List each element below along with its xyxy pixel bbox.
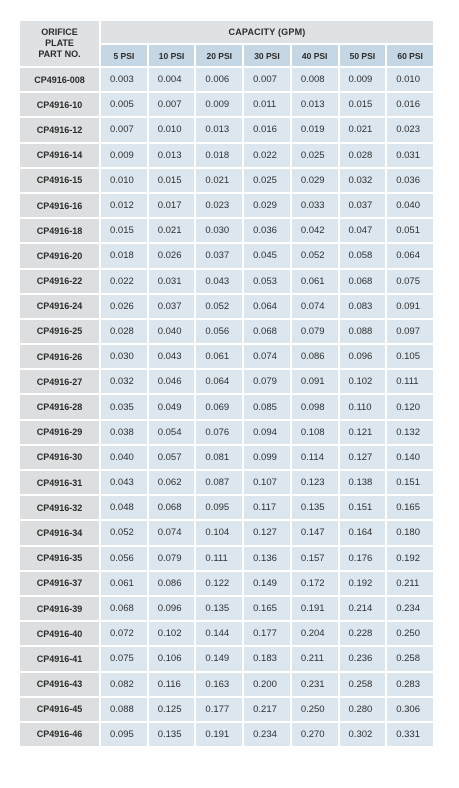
capacity-value-cell: 0.030 [196,219,242,242]
capacity-value-cell: 0.003 [101,68,147,91]
part-number-cell: CP4916-45 [20,698,99,721]
part-number-cell: CP4916-46 [20,723,99,746]
capacity-value-cell: 0.099 [244,446,290,469]
capacity-value-cell: 0.018 [196,144,242,167]
capacity-value-cell: 0.031 [387,144,433,167]
capacity-value-cell: 0.045 [244,244,290,267]
capacity-value-cell: 0.096 [340,345,386,368]
capacity-value-cell: 0.032 [101,370,147,393]
part-number-cell: CP4916-26 [20,345,99,368]
capacity-value-cell: 0.231 [292,673,338,696]
capacity-value-cell: 0.280 [340,698,386,721]
capacity-value-cell: 0.091 [387,295,433,318]
capacity-value-cell: 0.023 [387,118,433,141]
capacity-value-cell: 0.018 [101,244,147,267]
capacity-value-cell: 0.036 [387,169,433,192]
capacity-value-cell: 0.191 [196,723,242,746]
capacity-value-cell: 0.042 [292,219,338,242]
capacity-value-cell: 0.135 [196,597,242,620]
capacity-value-cell: 0.302 [340,723,386,746]
table-row [20,93,433,116]
capacity-value-cell: 0.132 [387,421,433,444]
capacity-value-cell: 0.033 [292,194,338,217]
capacity-value-cell: 0.029 [292,169,338,192]
capacity-value-cell: 0.127 [244,521,290,544]
capacity-value-cell: 0.138 [340,471,386,494]
capacity-value-cell: 0.200 [244,673,290,696]
capacity-value-cell: 0.013 [292,93,338,116]
capacity-value-cell: 0.122 [196,572,242,595]
part-number-cell: CP4916-35 [20,547,99,570]
capacity-value-cell: 0.017 [149,194,195,217]
capacity-value-cell: 0.015 [340,93,386,116]
part-number-cell: CP4916-24 [20,295,99,318]
table-row [20,647,433,670]
capacity-value-cell: 0.010 [387,68,433,91]
part-number-cell: CP4916-18 [20,219,99,242]
capacity-value-cell: 0.062 [149,471,195,494]
capacity-value-cell: 0.177 [244,622,290,645]
part-number-cell: CP4916-40 [20,622,99,645]
table-row [20,673,433,696]
table-row [20,68,433,91]
capacity-value-cell: 0.086 [292,345,338,368]
part-number-cell: CP4916-10 [20,93,99,116]
capacity-value-cell: 0.111 [196,547,242,570]
table-row [20,244,433,267]
part-number-cell: CP4916-34 [20,521,99,544]
capacity-value-cell: 0.228 [340,622,386,645]
capacity-value-cell: 0.088 [340,320,386,343]
table-row [20,144,433,167]
capacity-value-cell: 0.007 [149,93,195,116]
capacity-value-cell: 0.012 [101,194,147,217]
capacity-value-cell: 0.258 [387,647,433,670]
capacity-value-cell: 0.040 [149,320,195,343]
capacity-value-cell: 0.087 [196,471,242,494]
capacity-value-cell: 0.120 [387,395,433,418]
table-row [20,547,433,570]
part-number-header [20,21,99,66]
part-number-cell: CP4916-008 [20,68,99,91]
psi-column-header: 10 PSI [149,45,195,66]
capacity-value-cell: 0.204 [292,622,338,645]
capacity-value-cell: 0.021 [196,169,242,192]
table-header-row [20,21,433,43]
capacity-value-cell: 0.165 [387,496,433,519]
table-row [20,320,433,343]
part-number-cell: CP4916-27 [20,370,99,393]
capacity-value-cell: 0.074 [292,295,338,318]
capacity-value-cell: 0.177 [196,698,242,721]
psi-column-header: 20 PSI [196,45,242,66]
capacity-value-cell: 0.064 [196,370,242,393]
capacity-value-cell: 0.096 [149,597,195,620]
table-row [20,219,433,242]
capacity-value-cell: 0.075 [387,270,433,293]
psi-column-header: 30 PSI [244,45,290,66]
capacity-value-cell: 0.110 [340,395,386,418]
orifice-capacity-table [18,19,435,748]
capacity-value-cell: 0.074 [149,521,195,544]
capacity-value-cell: 0.009 [196,93,242,116]
part-number-cell: CP4916-41 [20,647,99,670]
capacity-value-cell: 0.038 [101,421,147,444]
capacity-value-cell: 0.054 [149,421,195,444]
capacity-value-cell: 0.149 [244,572,290,595]
capacity-value-cell: 0.068 [244,320,290,343]
capacity-value-cell: 0.147 [292,521,338,544]
capacity-value-cell: 0.005 [101,93,147,116]
part-number-cell: CP4916-25 [20,320,99,343]
part-number-cell: CP4916-31 [20,471,99,494]
capacity-value-cell: 0.072 [101,622,147,645]
capacity-value-cell: 0.028 [101,320,147,343]
capacity-value-cell: 0.172 [292,572,338,595]
capacity-value-cell: 0.136 [244,547,290,570]
capacity-value-cell: 0.098 [292,395,338,418]
capacity-value-cell: 0.183 [244,647,290,670]
capacity-value-cell: 0.079 [244,370,290,393]
capacity-value-cell: 0.026 [101,295,147,318]
capacity-value-cell: 0.079 [292,320,338,343]
capacity-value-cell: 0.306 [387,698,433,721]
capacity-value-cell: 0.258 [340,673,386,696]
capacity-value-cell: 0.217 [244,698,290,721]
capacity-value-cell: 0.236 [340,647,386,670]
capacity-value-cell: 0.151 [387,471,433,494]
table-row [20,698,433,721]
capacity-value-cell: 0.068 [149,496,195,519]
capacity-value-cell: 0.135 [149,723,195,746]
capacity-value-cell: 0.040 [387,194,433,217]
capacity-value-cell: 0.004 [149,68,195,91]
part-number-cell: CP4916-12 [20,118,99,141]
capacity-value-cell: 0.069 [196,395,242,418]
capacity-value-cell: 0.019 [292,118,338,141]
capacity-value-cell: 0.061 [292,270,338,293]
capacity-value-cell: 0.061 [101,572,147,595]
capacity-value-cell: 0.214 [340,597,386,620]
part-header-line: PART NO. [38,49,81,59]
capacity-value-cell: 0.191 [292,597,338,620]
capacity-value-cell: 0.250 [387,622,433,645]
part-number-cell: CP4916-20 [20,244,99,267]
part-number-cell: CP4916-28 [20,395,99,418]
capacity-value-cell: 0.117 [244,496,290,519]
capacity-value-cell: 0.082 [101,673,147,696]
capacity-value-cell: 0.009 [101,144,147,167]
table-row [20,496,433,519]
capacity-value-cell: 0.011 [244,93,290,116]
capacity-value-cell: 0.007 [101,118,147,141]
capacity-value-cell: 0.025 [244,169,290,192]
capacity-value-cell: 0.015 [149,169,195,192]
capacity-value-cell: 0.010 [149,118,195,141]
capacity-value-cell: 0.121 [340,421,386,444]
part-number-cell: CP4916-29 [20,421,99,444]
capacity-value-cell: 0.068 [101,597,147,620]
capacity-value-cell: 0.123 [292,471,338,494]
capacity-value-cell: 0.031 [149,270,195,293]
capacity-value-cell: 0.097 [387,320,433,343]
capacity-value-cell: 0.095 [196,496,242,519]
capacity-value-cell: 0.091 [292,370,338,393]
capacity-value-cell: 0.081 [196,446,242,469]
capacity-value-cell: 0.035 [101,395,147,418]
table-row [20,270,433,293]
part-number-cell: CP4916-15 [20,169,99,192]
capacity-value-cell: 0.180 [387,521,433,544]
capacity-value-cell: 0.013 [196,118,242,141]
capacity-value-cell: 0.016 [387,93,433,116]
capacity-value-cell: 0.037 [149,295,195,318]
capacity-value-cell: 0.331 [387,723,433,746]
capacity-value-cell: 0.037 [340,194,386,217]
capacity-value-cell: 0.283 [387,673,433,696]
capacity-value-cell: 0.021 [340,118,386,141]
capacity-value-cell: 0.163 [196,673,242,696]
psi-column-header: 50 PSI [340,45,386,66]
capacity-value-cell: 0.211 [387,572,433,595]
capacity-value-cell: 0.016 [244,118,290,141]
capacity-value-cell: 0.022 [101,270,147,293]
table-row [20,169,433,192]
table-row [20,597,433,620]
capacity-value-cell: 0.021 [149,219,195,242]
capacity-value-cell: 0.102 [149,622,195,645]
capacity-value-cell: 0.104 [196,521,242,544]
capacity-value-cell: 0.025 [292,144,338,167]
psi-column-header: 60 PSI [387,45,433,66]
capacity-value-cell: 0.052 [196,295,242,318]
capacity-value-cell: 0.015 [101,219,147,242]
capacity-value-cell: 0.036 [244,219,290,242]
capacity-value-cell: 0.052 [292,244,338,267]
capacity-value-cell: 0.026 [149,244,195,267]
capacity-value-cell: 0.056 [101,547,147,570]
capacity-value-cell: 0.064 [387,244,433,267]
capacity-value-cell: 0.076 [196,421,242,444]
capacity-value-cell: 0.270 [292,723,338,746]
capacity-value-cell: 0.053 [244,270,290,293]
capacity-value-cell: 0.047 [340,219,386,242]
part-number-cell: CP4916-43 [20,673,99,696]
capacity-value-cell: 0.116 [149,673,195,696]
capacity-value-cell: 0.010 [101,169,147,192]
capacity-value-cell: 0.022 [244,144,290,167]
table-row [20,118,433,141]
table-row [20,345,433,368]
capacity-value-cell: 0.086 [149,572,195,595]
capacity-value-cell: 0.028 [340,144,386,167]
capacity-value-cell: 0.013 [149,144,195,167]
capacity-value-cell: 0.234 [387,597,433,620]
capacity-value-cell: 0.095 [101,723,147,746]
table-row [20,572,433,595]
capacity-value-cell: 0.052 [101,521,147,544]
capacity-value-cell: 0.043 [196,270,242,293]
table-row [20,446,433,469]
capacity-value-cell: 0.051 [387,219,433,242]
capacity-value-cell: 0.040 [101,446,147,469]
capacity-value-cell: 0.006 [196,68,242,91]
capacity-value-cell: 0.250 [292,698,338,721]
capacity-value-cell: 0.105 [387,345,433,368]
capacity-value-cell: 0.114 [292,446,338,469]
capacity-value-cell: 0.007 [244,68,290,91]
capacity-value-cell: 0.048 [101,496,147,519]
capacity-value-cell: 0.157 [292,547,338,570]
table-row [20,622,433,645]
part-number-cell: CP4916-32 [20,496,99,519]
capacity-value-cell: 0.140 [387,446,433,469]
capacity-value-cell: 0.061 [196,345,242,368]
part-number-cell: CP4916-16 [20,194,99,217]
capacity-value-cell: 0.108 [292,421,338,444]
capacity-value-cell: 0.030 [101,345,147,368]
capacity-value-cell: 0.234 [244,723,290,746]
capacity-value-cell: 0.107 [244,471,290,494]
capacity-value-cell: 0.088 [101,698,147,721]
capacity-value-cell: 0.008 [292,68,338,91]
capacity-value-cell: 0.056 [196,320,242,343]
capacity-value-cell: 0.079 [149,547,195,570]
table-row [20,471,433,494]
capacity-value-cell: 0.009 [340,68,386,91]
capacity-value-cell: 0.144 [196,622,242,645]
capacity-value-cell: 0.046 [149,370,195,393]
capacity-value-cell: 0.106 [149,647,195,670]
capacity-value-cell: 0.057 [149,446,195,469]
capacity-value-cell: 0.068 [340,270,386,293]
capacity-value-cell: 0.127 [340,446,386,469]
capacity-value-cell: 0.111 [387,370,433,393]
table-row [20,194,433,217]
capacity-value-cell: 0.074 [244,345,290,368]
capacity-value-cell: 0.149 [196,647,242,670]
psi-column-header: 5 PSI [101,45,147,66]
capacity-value-cell: 0.023 [196,194,242,217]
part-number-cell: CP4916-30 [20,446,99,469]
capacity-value-cell: 0.192 [340,572,386,595]
capacity-value-cell: 0.043 [149,345,195,368]
part-number-cell: CP4916-22 [20,270,99,293]
capacity-value-cell: 0.083 [340,295,386,318]
table-row [20,521,433,544]
capacity-value-cell: 0.064 [244,295,290,318]
capacity-value-cell: 0.043 [101,471,147,494]
capacity-table-container [18,19,435,748]
capacity-value-cell: 0.049 [149,395,195,418]
capacity-value-cell: 0.102 [340,370,386,393]
capacity-value-cell: 0.192 [387,547,433,570]
capacity-value-cell: 0.176 [340,547,386,570]
capacity-value-cell: 0.164 [340,521,386,544]
capacity-value-cell: 0.058 [340,244,386,267]
table-body [20,68,433,746]
table-row [20,370,433,393]
capacity-header: CAPACITY (GPM) [101,21,433,43]
capacity-value-cell: 0.211 [292,647,338,670]
capacity-value-cell: 0.125 [149,698,195,721]
part-number-cell: CP4916-39 [20,597,99,620]
capacity-value-cell: 0.029 [244,194,290,217]
capacity-value-cell: 0.135 [292,496,338,519]
capacity-value-cell: 0.085 [244,395,290,418]
part-header-line: ORIFICE [41,27,78,37]
capacity-value-cell: 0.165 [244,597,290,620]
table-row [20,295,433,318]
psi-column-header: 40 PSI [292,45,338,66]
capacity-value-cell: 0.037 [196,244,242,267]
part-header-line: PLATE [45,38,74,48]
capacity-value-cell: 0.032 [340,169,386,192]
table-row [20,723,433,746]
table-row [20,421,433,444]
table-row [20,395,433,418]
capacity-value-cell: 0.151 [340,496,386,519]
capacity-value-cell: 0.075 [101,647,147,670]
capacity-value-cell: 0.094 [244,421,290,444]
part-number-cell: CP4916-14 [20,144,99,167]
part-number-cell: CP4916-37 [20,572,99,595]
